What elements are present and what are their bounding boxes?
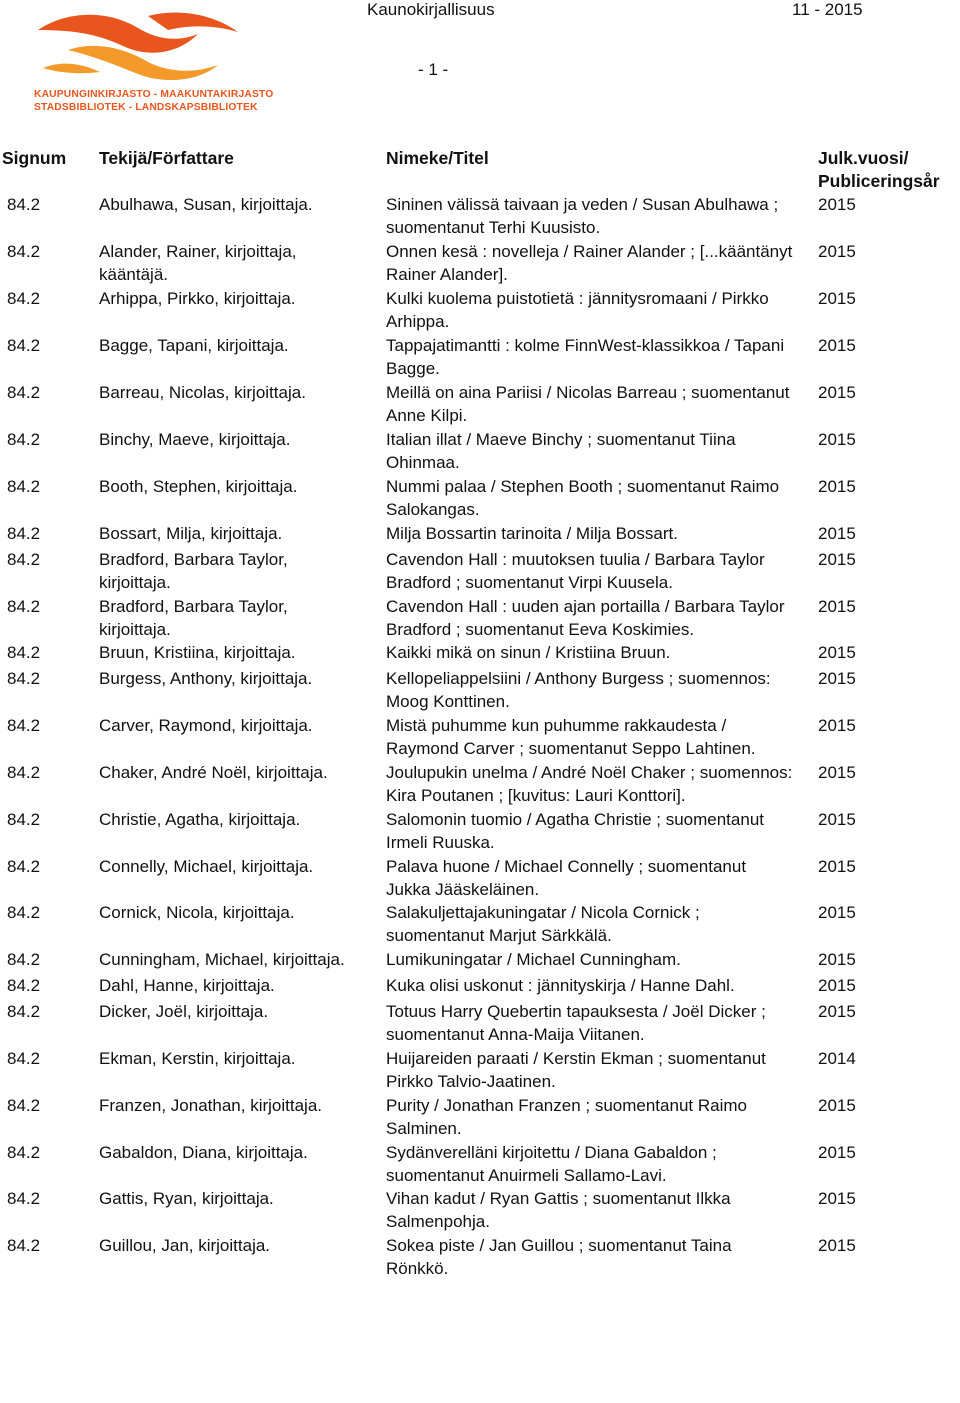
author-cell-line: kirjoittaja.: [99, 573, 171, 593]
year-cell: [818, 334, 898, 357]
signum-cell-line: 84.2: [7, 336, 41, 355]
title-cell-line: Sokea piste / Jan Guillou ; suomentanut Taina: [386, 1236, 732, 1255]
title-cell-line: Nummi palaa / Stephen Booth ; suomentanut Raimo: [386, 477, 780, 496]
author-cell: [99, 974, 369, 997]
year-cell: [818, 1047, 898, 1070]
signum-cell-line: 84.2: [7, 1049, 41, 1068]
author-cell: [99, 381, 369, 404]
signum-cell: [7, 1141, 87, 1164]
signum-cell-line: 84.2: [7, 550, 41, 569]
year-cell: [818, 240, 898, 263]
signum-cell: [7, 287, 87, 310]
year-cell: [818, 714, 898, 737]
title-cell-line: Bradford ; suomentanut Virpi Kuusela.: [386, 573, 673, 593]
signum-cell: [7, 901, 87, 924]
signum-cell: [7, 334, 87, 357]
header-year-swedish: Publiceringsår: [818, 171, 940, 191]
document-date: 11 - 2015: [792, 0, 863, 19]
year-cell-line: 2015: [818, 1143, 856, 1162]
title-cell-line: suomentanut Terhi Kuusisto.: [386, 218, 601, 238]
author-cell-line: Cunningham, Michael, kirjoittaja.: [99, 950, 345, 969]
signum-cell: [7, 855, 87, 878]
title-cell: [386, 855, 811, 902]
header-year: Julk.vuosi/: [818, 148, 909, 168]
author-cell-line: kirjoittaja.: [99, 620, 171, 640]
year-cell: [818, 381, 898, 404]
title-cell-line: Sydänverelläni kirjoitettu / Diana Gabaldon ;: [386, 1143, 717, 1162]
author-cell: [99, 522, 369, 545]
signum-cell: [7, 1094, 87, 1117]
author-cell-line: Burgess, Anthony, kirjoittaja.: [99, 669, 313, 688]
title-cell-line: Tappajatimantti : kolme FinnWest-klassikkoa / Tapani: [386, 336, 785, 355]
title-cell-line: Totuus Harry Quebertin tapauksesta / Joël Dicker ;: [386, 1002, 766, 1021]
title-cell-line: Rönkkö.: [386, 1259, 449, 1279]
author-cell: [99, 1047, 369, 1070]
author-cell-line: Franzen, Jonathan, kirjoittaja.: [99, 1096, 323, 1115]
year-cell-line: 2015: [818, 195, 856, 214]
signum-cell-line: 84.2: [7, 643, 41, 662]
author-cell: [99, 1187, 369, 1210]
title-cell-line: Moog Konttinen.: [386, 692, 510, 712]
author-cell: [99, 761, 369, 784]
signum-cell-line: 84.2: [7, 597, 41, 616]
title-cell: [386, 808, 811, 855]
author-cell-line: Gabaldon, Diana, kirjoittaja.: [99, 1143, 308, 1162]
year-cell: [818, 641, 898, 664]
title-cell-line: suomentanut Marjut Särkkälä.: [386, 926, 612, 946]
document-title: Kaunokirjallisuus: [367, 0, 495, 19]
signum-cell: [7, 595, 87, 618]
title-cell: [386, 667, 811, 714]
signum-cell-line: 84.2: [7, 477, 41, 496]
signum-cell: [7, 522, 87, 545]
title-cell-line: Bradford ; suomentanut Eeva Koskimies.: [386, 620, 695, 640]
author-cell: [99, 667, 369, 690]
signum-cell: [7, 193, 87, 216]
title-cell-line: Salminen.: [386, 1119, 462, 1139]
year-cell: [818, 193, 898, 216]
author-cell-line: Chaker, André Noël, kirjoittaja.: [99, 763, 328, 782]
year-cell: [818, 808, 898, 831]
year-cell-line: 2015: [818, 336, 856, 355]
signum-cell: [7, 548, 87, 571]
title-cell-line: Kellopeliappelsiini / Anthony Burgess ; suomennos:: [386, 669, 771, 688]
author-cell: [99, 287, 369, 310]
author-cell-line: Connelly, Michael, kirjoittaja.: [99, 857, 314, 876]
author-cell-line: Cornick, Nicola, kirjoittaja.: [99, 903, 295, 922]
author-cell-line: Carver, Raymond, kirjoittaja.: [99, 716, 313, 735]
title-cell: [386, 193, 811, 240]
title-cell: [386, 334, 811, 381]
year-cell-line: 2014: [818, 1049, 856, 1068]
signum-cell-line: 84.2: [7, 1143, 41, 1162]
year-cell: [818, 1141, 898, 1164]
year-cell-line: 2015: [818, 857, 856, 876]
author-cell-line: Bruun, Kristiina, kirjoittaja.: [99, 643, 296, 662]
title-cell-line: Kaikki mikä on sinun / Kristiina Bruun.: [386, 643, 671, 662]
author-cell: [99, 1141, 369, 1164]
title-cell-line: Irmeli Ruuska.: [386, 833, 495, 853]
title-cell: [386, 595, 811, 642]
author-cell-line: Bagge, Tapani, kirjoittaja.: [99, 336, 289, 355]
year-cell: [818, 667, 898, 690]
author-cell-line: Gattis, Ryan, kirjoittaja.: [99, 1189, 274, 1208]
year-cell-line: 2015: [818, 1096, 856, 1115]
year-cell: [818, 1094, 898, 1117]
author-cell-line: Abulhawa, Susan, kirjoittaja.: [99, 195, 313, 214]
title-cell-line: Ohinmaa.: [386, 453, 460, 473]
title-cell-line: Salokangas.: [386, 500, 480, 520]
signum-cell-line: 84.2: [7, 524, 41, 543]
title-cell: [386, 1094, 811, 1141]
year-cell: [818, 901, 898, 924]
author-cell: [99, 428, 369, 451]
year-cell: [818, 548, 898, 571]
year-cell: [818, 287, 898, 310]
year-cell-line: 2015: [818, 597, 856, 616]
signum-cell-line: 84.2: [7, 1002, 41, 1021]
title-cell-line: Salmenpohja.: [386, 1212, 490, 1232]
year-cell: [818, 595, 898, 618]
title-cell-line: Kulki kuolema puistotietä : jännitysromaani / Pirkko: [386, 289, 769, 308]
title-cell: [386, 428, 811, 475]
title-cell-line: Meillä on aina Pariisi / Nicolas Barreau ; suomentanut: [386, 383, 790, 402]
signum-cell: [7, 641, 87, 664]
author-cell-line: Arhippa, Pirkko, kirjoittaja.: [99, 289, 296, 308]
title-cell: [386, 522, 811, 545]
signum-cell-line: 84.2: [7, 1189, 41, 1208]
author-cell-line: Binchy, Maeve, kirjoittaja.: [99, 430, 291, 449]
signum-cell: [7, 240, 87, 263]
title-cell: [386, 714, 811, 761]
year-cell-line: 2015: [818, 550, 856, 569]
year-cell-line: 2015: [818, 810, 856, 829]
author-cell: [99, 1000, 369, 1023]
author-cell-line: kääntäjä.: [99, 265, 168, 285]
title-cell-line: Sininen välissä taivaan ja veden / Susan Abulhawa ;: [386, 195, 779, 214]
signum-cell-line: 84.2: [7, 195, 41, 214]
year-cell: [818, 761, 898, 784]
signum-cell: [7, 1000, 87, 1023]
signum-cell-line: 84.2: [7, 763, 41, 782]
title-cell: [386, 761, 811, 808]
title-cell-line: Vihan kadut / Ryan Gattis ; suomentanut Ilkka: [386, 1189, 731, 1208]
year-cell-line: 2015: [818, 289, 856, 308]
author-cell: [99, 193, 369, 216]
author-cell-line: Bossart, Milja, kirjoittaja.: [99, 524, 283, 543]
title-cell-line: Anne Kilpi.: [386, 406, 468, 426]
author-cell: [99, 548, 369, 595]
signum-cell-line: 84.2: [7, 383, 41, 402]
title-cell-line: Pirkko Talvio-Jaatinen.: [386, 1072, 556, 1092]
author-cell-line: Alander, Rainer, kirjoittaja,: [99, 242, 297, 261]
title-cell-line: Salakuljettajakuningatar / Nicola Cornick ;: [386, 903, 700, 922]
signum-cell: [7, 948, 87, 971]
author-cell-line: Dicker, Joël, kirjoittaja.: [99, 1002, 269, 1021]
title-cell-line: Rainer Alander].: [386, 265, 508, 285]
title-cell-line: Joulupukin unelma / André Noël Chaker ; suomennos:: [386, 763, 793, 782]
title-cell-line: Purity / Jonathan Franzen ; suomentanut Raimo: [386, 1096, 747, 1115]
title-cell: [386, 641, 811, 664]
page-number: - 1 -: [418, 60, 449, 79]
author-cell: [99, 808, 369, 831]
signum-cell: [7, 1047, 87, 1070]
year-cell-line: 2015: [818, 383, 856, 402]
author-cell: [99, 475, 369, 498]
title-cell: [386, 974, 811, 997]
title-cell-line: Lumikuningatar / Michael Cunningham.: [386, 950, 681, 969]
author-cell-line: Guillou, Jan, kirjoittaja.: [99, 1236, 271, 1255]
title-cell-line: Kuka olisi uskonut : jännityskirja / Hanne Dahl.: [386, 976, 735, 995]
title-cell: [386, 948, 811, 971]
author-cell-line: Barreau, Nicolas, kirjoittaja.: [99, 383, 306, 402]
signum-cell: [7, 761, 87, 784]
signum-cell-line: 84.2: [7, 430, 41, 449]
year-cell-line: 2015: [818, 716, 856, 735]
header-title: Nimeke/Titel: [386, 148, 489, 168]
year-cell-line: 2015: [818, 669, 856, 688]
header-signum: Signum: [2, 148, 67, 168]
signum-cell: [7, 428, 87, 451]
author-cell: [99, 855, 369, 878]
title-cell: [386, 287, 811, 334]
signum-cell-line: 84.2: [7, 903, 41, 922]
title-cell-line: Cavendon Hall : muutoksen tuulia / Barbara Taylor: [386, 550, 765, 569]
year-cell-line: 2015: [818, 763, 856, 782]
title-cell-line: Mistä puhumme kun puhumme rakkaudesta /: [386, 716, 727, 735]
signum-cell-line: 84.2: [7, 716, 41, 735]
title-cell-line: Cavendon Hall : uuden ajan portailla / Barbara Taylor: [386, 597, 785, 616]
year-cell: [818, 475, 898, 498]
year-cell-line: 2015: [818, 477, 856, 496]
year-cell-line: 2015: [818, 1236, 856, 1255]
year-cell: [818, 855, 898, 878]
title-cell: [386, 381, 811, 428]
author-cell-line: Ekman, Kerstin, kirjoittaja.: [99, 1049, 296, 1068]
logo-mark-icon: [28, 10, 258, 88]
title-cell-line: Bagge.: [386, 359, 440, 379]
title-cell: [386, 475, 811, 522]
title-cell-line: suomentanut Anuirmeli Sallamo-Lavi.: [386, 1166, 667, 1186]
logo-text-swedish: STADSBIBLIOTEK - LANDSKAPSBIBLIOTEK: [34, 102, 258, 113]
title-cell: [386, 240, 811, 287]
title-cell-line: Raymond Carver ; suomentanut Seppo Lahtinen.: [386, 739, 756, 759]
title-cell-line: Onnen kesä : novelleja / Rainer Alander ; [...kääntänyt: [386, 242, 793, 261]
signum-cell-line: 84.2: [7, 857, 41, 876]
signum-cell: [7, 808, 87, 831]
year-cell: [818, 522, 898, 545]
author-cell: [99, 334, 369, 357]
signum-cell-line: 84.2: [7, 242, 41, 261]
title-cell: [386, 1047, 811, 1094]
title-cell: [386, 1234, 811, 1281]
author-cell: [99, 714, 369, 737]
header-author: Tekijä/Författare: [99, 148, 234, 168]
author-cell: [99, 641, 369, 664]
signum-cell-line: 84.2: [7, 1096, 41, 1115]
signum-cell-line: 84.2: [7, 1236, 41, 1255]
year-cell: [818, 1000, 898, 1023]
author-cell-line: Bradford, Barbara Taylor,: [99, 550, 288, 569]
year-cell-line: 2015: [818, 1189, 856, 1208]
year-cell-line: 2015: [818, 524, 856, 543]
year-cell-line: 2015: [818, 976, 856, 995]
signum-cell: [7, 667, 87, 690]
title-cell: [386, 1141, 811, 1188]
signum-cell: [7, 714, 87, 737]
author-cell-line: Christie, Agatha, kirjoittaja.: [99, 810, 301, 829]
author-cell: [99, 240, 369, 287]
signum-cell: [7, 1234, 87, 1257]
author-cell: [99, 595, 369, 642]
signum-cell-line: 84.2: [7, 950, 41, 969]
author-cell-line: Dahl, Hanne, kirjoittaja.: [99, 976, 275, 995]
title-cell: [386, 1000, 811, 1047]
signum-cell-line: 84.2: [7, 810, 41, 829]
title-cell-line: Italian illat / Maeve Binchy ; suomentanut Tiina: [386, 430, 736, 449]
author-cell-line: Bradford, Barbara Taylor,: [99, 597, 288, 616]
signum-cell: [7, 475, 87, 498]
year-cell: [818, 1187, 898, 1210]
title-cell-line: Milja Bossartin tarinoita / Milja Bossart.: [386, 524, 678, 543]
signum-cell: [7, 1187, 87, 1210]
logo-text-finnish: KAUPUNGINKIRJASTO - MAAKUNTAKIRJASTO: [34, 89, 274, 100]
title-cell-line: Kira Poutanen ; [kuvitus: Lauri Konttori].: [386, 786, 686, 806]
year-cell: [818, 428, 898, 451]
signum-cell: [7, 974, 87, 997]
title-cell-line: Arhippa.: [386, 312, 450, 332]
signum-cell-line: 84.2: [7, 669, 41, 688]
year-cell-line: 2015: [818, 430, 856, 449]
title-cell: [386, 1187, 811, 1234]
year-cell: [818, 1234, 898, 1257]
year-cell: [818, 948, 898, 971]
year-cell: [818, 974, 898, 997]
year-cell-line: 2015: [818, 903, 856, 922]
title-cell-line: Palava huone / Michael Connelly ; suomentanut: [386, 857, 747, 876]
signum-cell-line: 84.2: [7, 976, 41, 995]
signum-cell: [7, 381, 87, 404]
title-cell-line: Huijareiden paraati / Kerstin Ekman ; suomentanut: [386, 1049, 766, 1068]
year-cell-line: 2015: [818, 950, 856, 969]
author-cell: [99, 1234, 369, 1257]
title-cell-line: Salomonin tuomio / Agatha Christie ; suomentanut: [386, 810, 764, 829]
author-cell: [99, 901, 369, 924]
library-logo: [28, 10, 274, 115]
title-cell: [386, 901, 811, 948]
title-cell-line: Jukka Jääskeläinen.: [386, 880, 540, 900]
author-cell: [99, 948, 369, 971]
author-cell: [99, 1094, 369, 1117]
title-cell-line: suomentanut Anna-Maija Viitanen.: [386, 1025, 645, 1045]
author-cell-line: Booth, Stephen, kirjoittaja.: [99, 477, 298, 496]
year-cell-line: 2015: [818, 242, 856, 261]
title-cell: [386, 548, 811, 595]
year-cell-line: 2015: [818, 643, 856, 662]
year-cell-line: 2015: [818, 1002, 856, 1021]
signum-cell-line: 84.2: [7, 289, 41, 308]
